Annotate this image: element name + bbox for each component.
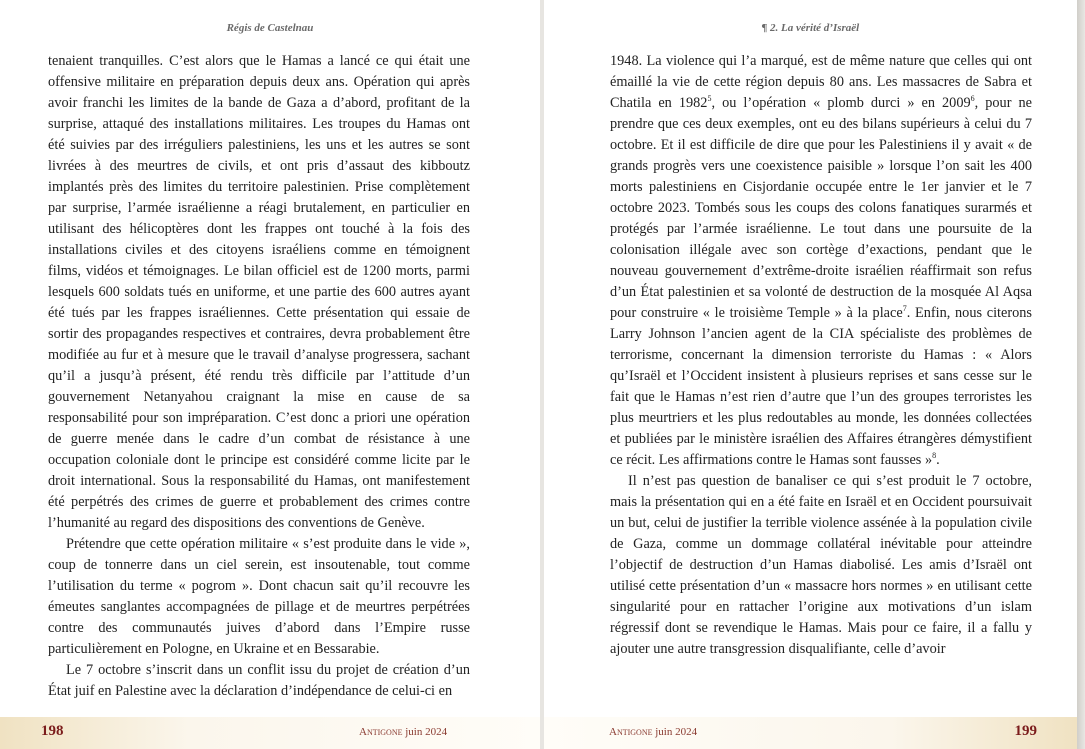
paragraph-text: 1948. La violence qui l’a marqué, est de même nature que celles qui ont émaillé la vie de cette région depuis 80 ans. Les massacres de Sabra et Chatila en 1982: [610, 53, 1032, 111]
journal-footer: [609, 726, 697, 738]
paragraph-text: , pour ne prendre que ces deux exemples, ont eu des bilans supérieurs à celui du 7 octobre. Et il est difficile de dire que pour les Palestiniens il y avait « de grands progrès vers une coexistence paisible » lorsque l’on sait les 400 morts palestiniens en Cisjordanie occupée entre le 1er janvier et le 7 octobre 2023. Tombés sous les coups des colons fanatiques surarmés et protégés par l’armée israélienne. Le tout dans une poursuite de la colonisation illégale avec son cortège d’exactions, pendant que le nouveau gouvernement d’extrême-droite israélien réaffirmait son refus d’un État palestinien et sa volonté de destruction de la mosquée Al Aqsa pour construire « le troisième Temple » à la place: [610, 95, 1032, 321]
paragraph-text: , ou l’opération « plomb durci » en 2009: [711, 95, 971, 111]
left-page-body: [48, 51, 470, 702]
paragraph: Prétendre que cette opération militaire « s’est produite dans le vide », coup de tonnerre dans un ciel serein, est insoutenable, tout comme l’utilisation du terme « pogrom ». Dont chacun sait qu’il recouvre les émeutes sanglantes accompagnées de pillage et de meurtres perpétrées contre des communautés juives d’abord dans l’Empire russe particulièrement en Pologne, en Ukraine et en Bessarabie.: [48, 536, 470, 657]
journal-footer: [359, 726, 447, 738]
footnote-ref[interactable]: 5: [707, 94, 712, 104]
footnote-ref[interactable]: 8: [932, 451, 937, 461]
right-page: [544, 0, 1077, 749]
footnote-ref[interactable]: 6: [970, 94, 975, 104]
paragraph-text: . Enfin, nous citerons Larry Johnson l’ancien agent de la CIA spécialiste des problèmes de terrorisme, concernant la dimension terroriste du Hamas : « Alors qu’Israël et l’Occident insistent à plusieurs reprises et sans cesse sur le fait que le Hamas n’est rien d’autre que l’un des groupes terroristes les plus meurtriers et les plus redoutables au monde, les données collectées et publiées par le ministère israélien des Affaires étrangères démystifient ce récit. Les affirmations contre le Hamas sont fausses »: [610, 305, 1032, 468]
paragraph: [610, 51, 1032, 471]
running-head-chapter: ¶ 2. La vérité d’Israël: [761, 22, 860, 34]
journal-issue: juin 2024: [655, 726, 698, 738]
page-footer: [544, 717, 1077, 749]
paragraph: Le 7 octobre s’inscrit dans un conflit issu du projet de création d’un État juif en Palestine avec la déclaration d’indépendance de celui-ci en: [48, 662, 470, 699]
paragraph-text: .: [936, 452, 940, 468]
journal-name: Antigone: [609, 726, 653, 738]
page-edge: [1077, 0, 1085, 749]
left-page: [0, 0, 540, 749]
journal-issue: juin 2024: [405, 726, 448, 738]
running-head-author: Régis de Castelnau: [226, 22, 314, 34]
page-number: 199: [1014, 723, 1037, 739]
right-page-body: [610, 51, 1032, 660]
paragraph: tenaient tranquilles. C’est alors que le Hamas a lancé ce qui était une offensive militaire en préparation depuis deux ans. Opération qui après avoir franchi les limites de la bande de Gaza a d’abord, profitant de la surprise, attaqué des installations militaires. Les troupes du Hamas ont été suivies par des irréguliers palestiniens, les uns et les autres se sont livrées à des meurtres de civils, et ont pris d’assaut des kibboutz implantés près des limites du territoire palestinien. Prise complètement par surprise, l’armée israélienne a réagi brutalement, en particulier en utilisant des hélicoptères dont les frappes ont touché à la fois des installations civiles et des citoyens israéliens comme en témoignent films, vidéos et témoignages. Le bilan officiel est de 1200 morts, parmi lesquels 600 soldats tués en uniforme, et une partie des 600 autres ayant été tués par les frappes israéliennes. Cette présentation qui essaie de sortir des propagandes respectives et contraires, devra probablement être modifiée au fur et à mesure que le travail d’analyse progressera, sachant qu’il a jusqu’à présent, été rendu très difficile par l’attitude d’un gouvernement Netanyahou craignant la mise en cause de sa responsabilité pour son impréparation. C’est donc a priori une opération de guerre menée dans le cadre d’un combat de résistance à une occupation coloniale dont le principe est considéré comme licite par le droit international. Sous la responsabilité du Hamas, ont manifestement été perpétrés des crimes de guerre et probablement des crimes contre l’humanité au regard des dispositions des conventions de Genève.: [48, 53, 470, 531]
journal-name: Antigone: [359, 726, 403, 738]
page-number: 198: [41, 723, 64, 739]
page-footer: [0, 717, 540, 749]
footnote-ref[interactable]: 7: [902, 304, 907, 314]
paragraph: Il n’est pas question de banaliser ce qui s’est produit le 7 octobre, mais la présentation qui en a été faite en Israël et en Occident poursuivait un but, celui de justifier la terrible violence assénée à la population civile de Gaza, comme un dommage collatéral inévitable pour atteindre l’objectif de destruction d’un Hamas diabolisé. Les amis d’Israël ont utilisé cette présentation d’un « massacre hors normes » en utilisant cette singularité pour en rattacher l’origine aux motivations d’un islam régressif dont se revendique le Hamas. Mais pour ce faire, il a fallu y ajouter une autre transgression disqualifiante, celle d’avoir: [610, 473, 1032, 657]
